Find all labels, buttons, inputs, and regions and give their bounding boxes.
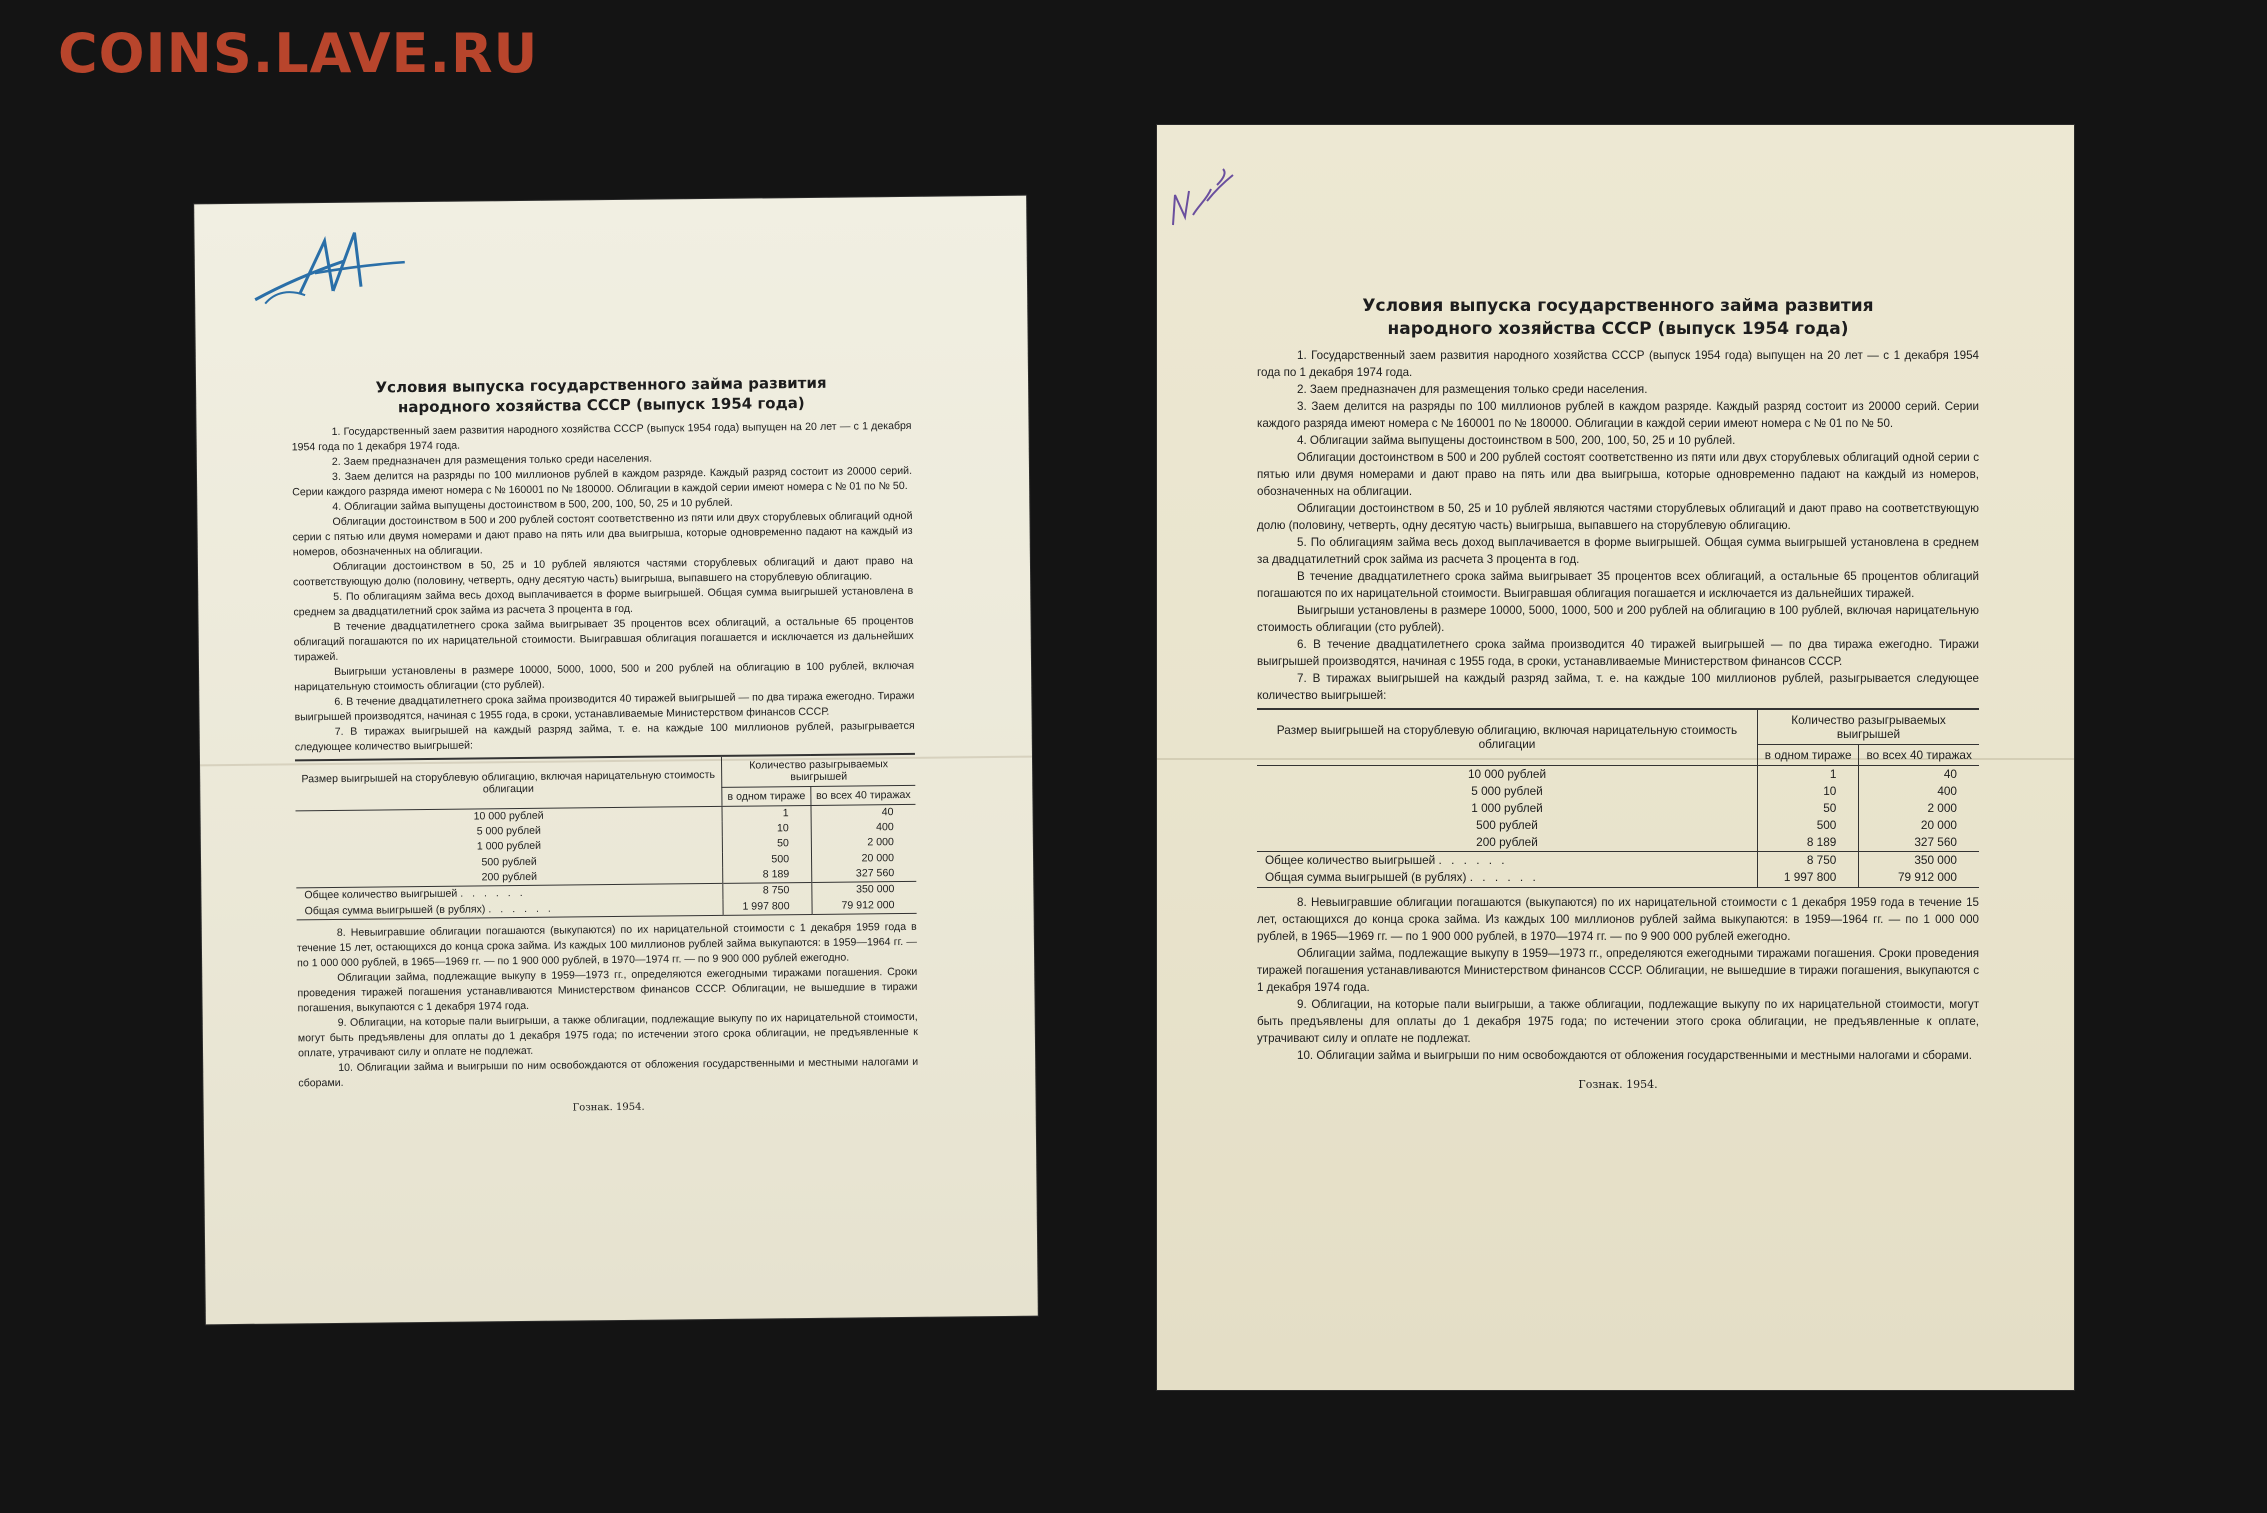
paragraph: В течение двадцатилетнего срока займа выигрывает 35 процентов всех облигаций, а остальные 65 процентов облигаций погашаются по их нарицательной стоимости. Выигравшая облигация погашается и исключается из дальнейших тиражей.	[293, 614, 914, 663]
table-row: 5 000 рублей 10 400	[1257, 783, 1979, 800]
paragraph: 4. Облигации займа выпущены достоинством в 500, 200, 100, 50, 25 и 10 рублей.	[1297, 433, 1736, 447]
paragraph: 7. В тиражах выигрышей на каждый разряд займа, т. е. на каждые 100 миллионов рублей, разыгрывается следующее количество выигрышей:	[1257, 671, 1979, 702]
paragraph: Облигации достоинством в 500 и 200 рублей состоят соответственно из пяти или двух сторублевых облигаций одной серии с пятью или двумя номерами и дают право на пять или два выигрыша, которые одновременно падают на каждый из номеров, обозначенных на облигации.	[292, 509, 913, 558]
paragraph: Облигации достоинством в 50, 25 и 10 рублей являются частями сторублевых облигаций и дают право на соответствующую долю (половину, четверть, одну десятую часть) выигрыша, выпавшего на сторублевую облигацию.	[1257, 501, 1979, 532]
paragraph: Облигации достоинством в 500 и 200 рублей состоят соответственно из пяти или двух сторублевых облигаций одной серии с пятью или двумя номерами и дают право на пять или два выигрыша, которые одновременно падают на каждый из номеров, обозначенных на облигации.	[1257, 450, 1979, 498]
table-row-total-count: Общее количество выигрышей . . . . . . 8 750 350 000	[1257, 852, 1979, 870]
paragraph: 6. В течение двадцатилетнего срока займа производится 40 тиражей выигрышей — по два тиража ежегодно. Тиражи выигрышей производятся, начиная с 1955 года, в сроки, устанавливаемые Министерством финансов СССР.	[1257, 637, 1979, 668]
paragraph: Облигации достоинством в 50, 25 и 10 рублей являются частями сторублевых облигаций и дают право на соответствующую долю (половину, четверть, одну десятую часть) выигрыша, выпавшего на сторублевую облигацию.	[293, 554, 913, 588]
table-row: 5 000 рублей 10 400	[296, 820, 916, 842]
table-header-size: Размер выигрышей на сторублевую облигацию, включая нарицательную стоимость облигации	[1257, 709, 1758, 766]
printer-mark: Гознак. 1954.	[1578, 1077, 1658, 1091]
table-row: 1 000 рублей 50 2 000	[296, 835, 916, 857]
prize-table	[1257, 708, 1979, 888]
table-row: 1 000 рублей 50 2 000	[1257, 800, 1979, 817]
table-row: 200 рублей 8 189 327 560	[1257, 834, 1979, 852]
paragraph: 2. Заем предназначен для размещения только среди населения.	[331, 452, 653, 468]
paragraph: Выигрыши установлены в размере 10000, 5000, 1000, 500 и 200 рублей на облигацию в 100 рублей, включая нарицательную стоимость облигации (сто рублей).	[294, 659, 915, 693]
table-header-one: в одном тираже	[1758, 744, 1859, 765]
paragraph: 8. Невыигравшие облигации погашаются (выкупаются) по их нарицательной стоимости с 1 декабря 1959 года в течение 15 лет, остающихся до конца срока займа. Из каждых 100 миллионов рублей займа выкупаются: в 1959—1964 гг. — по 1 000 000 рублей, в 1965—1969 гг. — по 1 900 000 рублей, в 1970—1974 гг. — по 9 900 000 рублей ежегодно.	[296, 920, 917, 970]
table-row: 200 рублей 8 189 327 560	[296, 866, 916, 888]
paragraph: 3. Заем делится на разряды по 100 миллионов рублей в каждом разряде. Каждый разряд состоит из 20000 серий. Серии каждого разряда имеют номера с № 160001 по № 180000. Облигации в каждой серии имеют номера с № 01 по № 50.	[1257, 399, 1979, 430]
paragraph: 10. Облигации займа и выигрыши по ним освобождаются от обложения государственными и местными налогами и сборами.	[1297, 1048, 1972, 1062]
table-row-total-sum: Общая сумма выигрышей (в рублях) . . . . . . 1 997 800 79 912 000	[296, 898, 916, 920]
prize-table	[295, 752, 917, 920]
bond-reverse-right	[1157, 125, 2074, 1390]
table-header-all: во всех 40 тиражах	[1859, 744, 1979, 765]
bond-text-right	[1257, 295, 1979, 1091]
paragraph: 6. В течение двадцатилетнего срока займа производится 40 тиражей выигрышей — по два тиража ежегодно. Тиражи выигрышей производятся, начиная с 1955 года, в сроки, устанавливаемые Министерством финансов СССР.	[294, 689, 915, 723]
watermark: COINS.LAVE.RU	[58, 22, 539, 85]
table-header-one: в одном тираже	[722, 786, 811, 806]
paragraph: 10. Облигации займа и выигрыши по ним освобождаются от обложения государственными и местными налогами и сборами.	[298, 1055, 919, 1090]
table-header-size: Размер выигрышей на сторублевую облигацию, включая нарицательную стоимость облигации	[295, 755, 722, 810]
bond-reverse-left	[194, 196, 1038, 1325]
paragraph: 8. Невыигравшие облигации погашаются (выкупаются) по их нарицательной стоимости с 1 декабря 1959 года в течение 15 лет, остающихся до конца срока займа. Из каждых 100 миллионов рублей займа выкупаются: в 1959—1964 гг. — по 1 000 000 рублей, в 1965—1969 гг. — по 1 900 000 рублей, в 1970—1974 гг. — по 9 900 000 рублей ежегодно.	[1257, 895, 1979, 943]
paragraph: 9. Облигации, на которые пали выигрыши, а также облигации, подлежащие выкупу по их нарицательной стоимости, могут быть предъявлены для оплаты до 1 декабря 1975 года; по истечении этого срока облигации, не предъявленные к оплате, утрачивают силу и оплате не подлежат.	[1257, 997, 1979, 1045]
handwritten-signature-icon	[244, 220, 415, 312]
bond-title: Условия выпуска государственного займа развития народного хозяйства СССР (выпуск 1954 года)	[375, 373, 827, 417]
paragraph: В течение двадцатилетнего срока займа выигрывает 35 процентов всех облигаций, а остальные 65 процентов облигаций погашаются по их нарицательной стоимости. Выигравшая облигация погашается и исключается из дальнейших тиражей.	[1257, 569, 1979, 600]
bond-text-left	[291, 372, 919, 1116]
paragraph: 1. Государственный заем развития народного хозяйства СССР (выпуск 1954 года) выпущен на 20 лет — с 1 декабря 1954 года по 1 декабря 1974 года.	[1257, 348, 1979, 379]
table-row-total-count: Общее количество выигрышей . . . . . . 8 750 350 000	[296, 882, 916, 904]
paragraph: 4. Облигации займа выпущены достоинством в 500, 200, 100, 50, 25 и 10 рублей.	[332, 496, 733, 513]
paragraph: 9. Облигации, на которые пали выигрыши, а также облигации, подлежащие выкупу по их нарицательной стоимости, могут быть предъявлены для оплаты до 1 декабря 1975 года; по истечении этого срока облигации, не предъявленные к оплате, утрачивают силу и оплате не подлежат.	[297, 1010, 918, 1060]
paragraph: 1. Государственный заем развития народного хозяйства СССР (выпуск 1954 года) выпущен на 20 лет — с 1 декабря 1954 года по 1 декабря 1974 года.	[291, 419, 912, 453]
paragraph: Облигации займа, подлежащие выкупу в 1959—1973 гг., определяются ежегодными тиражами погашения. Сроки проведения тиражей погашения устанавливаются Министерством финансов СССР. Облигации, не вышедшие в тиражи погашения, выкупаются с 1 декабря 1974 года.	[1257, 946, 1979, 994]
table-header-group: Количество разыгрываемых выигрышей	[1758, 709, 1980, 745]
paragraph: Выигрыши установлены в размере 10000, 5000, 1000, 500 и 200 рублей на облигацию в 100 рублей, включая нарицательную стоимость облигации (сто рублей).	[1257, 603, 1979, 634]
printer-mark: Гознак. 1954.	[572, 1101, 645, 1114]
table-row: 500 рублей 500 20 000	[1257, 817, 1979, 834]
paragraph: 5. По облигациям займа весь доход выплачивается в форме выигрышей. Общая сумма выигрышей установлена в среднем за двадцатилетний срок займа из расчета 3 процента в год.	[1257, 535, 1979, 566]
table-row: 10 000 рублей 1 40	[1257, 765, 1979, 783]
table-header-group: Количество разыгрываемых выигрышей	[722, 753, 916, 787]
table-header-all: во всех 40 тиражах	[811, 785, 916, 805]
paragraph: Облигации займа, подлежащие выкупу в 1959—1973 гг., определяются ежегодными тиражами погашения. Сроки проведения тиражей погашения устанавливаются Министерством финансов СССР. Облигации, не вышедшие в тиражи погашения, выкупаются с 1 декабря 1974 года.	[297, 965, 918, 1015]
table-row-total-sum: Общая сумма выигрышей (в рублях) . . . . . . 1 997 800 79 912 000	[1257, 869, 1979, 887]
table-row: 500 рублей 500 20 000	[296, 850, 916, 872]
handwritten-signature-icon	[1163, 155, 1243, 235]
paragraph: 3. Заем делится на разряды по 100 миллионов рублей в каждом разряде. Каждый разряд состоит из 20000 серий. Серии каждого разряда имеют номера с № 160001 по № 180000. Облигации в каждой серии имеют номера с № 01 по № 50.	[292, 464, 913, 498]
paragraph: 5. По облигациям займа весь доход выплачивается в форме выигрышей. Общая сумма выигрышей установлена в среднем за двадцатилетний срок займа из расчета 3 процента в год.	[293, 584, 914, 618]
bond-title: Условия выпуска государственного займа развития народного хозяйства СССР (выпуск 1954 года)	[1362, 296, 1874, 339]
table-row: 10 000 рублей 1 40	[296, 804, 916, 826]
paragraph: 7. В тиражах выигрышей на каждый разряд займа, т. е. на каждые 100 миллионов рублей, разыгрывается следующее количество выигрышей:	[294, 719, 915, 753]
paragraph: 2. Заем предназначен для размещения только среди населения.	[1297, 382, 1648, 396]
